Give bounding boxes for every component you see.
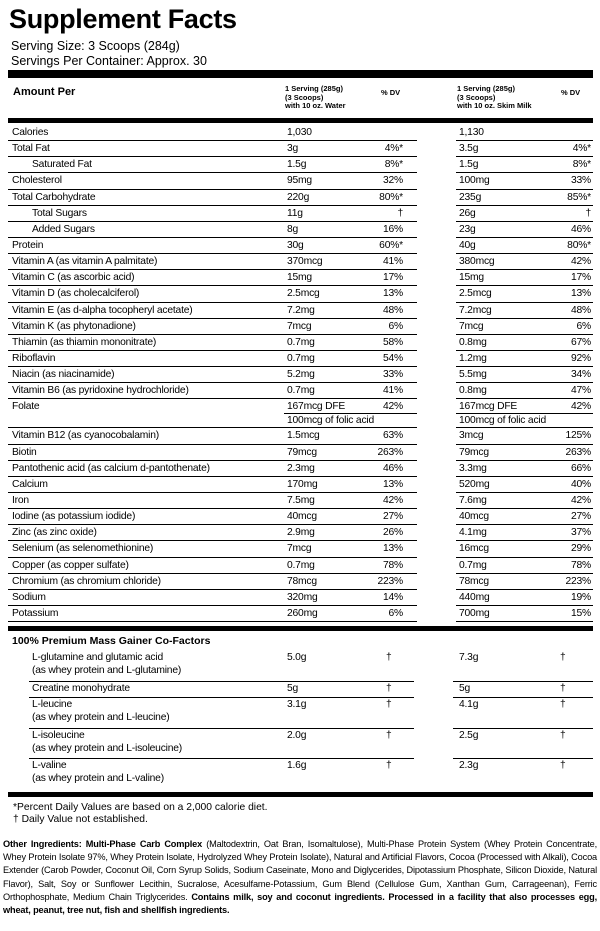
dv-water: 8%* [384,159,403,171]
row-divider [456,413,593,414]
nutrient-name: Vitamin A (as vitamin A palmitate) [12,256,158,268]
nutrient-name: Cholesterol [12,175,62,187]
column1-header-line: (3 Scoops) [285,92,324,102]
table-row [8,319,593,335]
top-bar-divider [8,70,593,78]
dv-water: 13% [382,478,403,490]
amount-water: 5g [287,683,299,694]
dv-milk: † [560,760,566,771]
amount-per-header: Amount Per [13,86,76,98]
dv-milk: 125% [565,430,591,442]
nutrient-name: Total Sugars [32,207,87,219]
amount-water: 7.2mg [287,304,315,316]
dv-water: † [386,760,392,771]
column1-header-line: with 10 oz. Water [285,101,346,110]
dv-milk: 4%* [572,143,591,155]
amount-water: 30g [287,239,304,251]
dv-water: 17% [382,272,403,284]
amount-water: 260mg [287,607,318,619]
cofactor-name-line: L-glutamine and glutamic acid [32,652,163,663]
nutrient-name: Zinc (as zinc oxide) [12,527,97,539]
table-row [8,206,593,222]
other-ingredients-text: (Maltodextrin, Oat Bran, Isomaltulose), Multi-Phase Protein System (Whey Protein Concentrate, Whey Protein Isolate 97%, Whey Protein Isolate, Hydrolyzed Whey Protein Isolate), Natural and Artificial Flavors, Cocoa (Processed with Alkali), Cocoa Extender (Carob Powder, Coconut Oil, Corn Syrup Solids, Sodium Caseinate, Mono and Diglycerides, Dipotassium Phosphate, Silicon Dioxide, Natural Flavor), Salt, Soy or Sunflower Lecithin, Sucralose, Acesulfame-Potassium, Gum Blend (Cellulose Gum, Xanthan Gum, Carrageenan), Ferric Orthophosphate, Medium Chain Triglycerides. [3,839,597,902]
amount-milk: 5g [459,683,471,694]
dv-water: 6% [388,607,403,619]
dv-water: 80%* [379,191,403,203]
amount-water: 40mcg [287,511,317,523]
nutrient-name: Pantothenic acid (as calcium d-pantothenate) [12,462,210,474]
servings-per-container: Servings Per Container: Approx. 30 [11,54,207,68]
cofactor-thick-bar [8,626,593,631]
dv-milk: 67% [570,336,591,348]
table-row [8,157,593,173]
table-row [8,558,593,574]
amount-milk: 1,130 [459,127,484,138]
amount-milk: 2.3g [459,760,479,771]
dv-milk: 15% [570,607,591,619]
amount-milk: 235g [459,191,482,203]
cofactor-source-line: (as whey protein and L-valine) [32,773,164,784]
dv-water: 42% [382,494,403,506]
dv-water: 27% [382,511,403,523]
amount-milk: 4.1g [459,699,479,710]
dv-milk: 42% [570,256,591,268]
cofactor-source-line: (as whey protein and L-isoleucine) [32,743,183,754]
table-row [8,525,593,541]
dv-water: 223% [377,575,403,587]
amount-water: 79mcg [287,446,317,458]
nutrient-rows [8,125,593,622]
nutrient-name: Potassium [12,607,59,619]
table-row [8,303,593,319]
table-row [8,238,593,254]
nutrient-name: Added Sugars [32,223,95,235]
amount-milk: 7.2mcg [459,304,492,316]
dv-milk: 223% [565,575,591,587]
dv-water: † [397,207,403,219]
column2-header [457,85,532,111]
panel-title: Supplement Facts [9,4,237,34]
dv-water: 41% [382,385,403,397]
amount-milk: 520mg [459,478,490,490]
nutrient-name: Riboflavin [12,352,56,364]
table-row [8,351,593,367]
table-row [8,477,593,493]
dv-milk: 29% [570,543,591,555]
other-ingredients-label: Other Ingredients: Multi-Phase Carb Complex [3,839,203,849]
table-row [8,509,593,525]
nutrient-name: Vitamin D (as cholecalciferol) [12,288,140,300]
amount-water: 0.7mg [287,336,315,348]
cofactor-name [32,651,181,677]
amount-milk: 3mcg [459,430,484,442]
footnote-dv: *Percent Daily Values are based on a 2,000 calorie diet. [13,802,268,813]
amount-milk: 0.7mg [459,559,487,571]
dv-milk: 8%* [572,159,591,171]
dv-water: 26% [382,527,403,539]
amount-milk: 0.8mg [459,385,487,397]
dv-milk: 37% [570,527,591,539]
amount-milk: 700mg [459,607,490,619]
amount-water: 170mg [287,478,318,490]
bottom-thick-bar [8,792,593,797]
nutrient-name: Vitamin K (as phytonadione) [12,320,136,332]
nutrient-name: Total Carbohydrate [12,191,96,203]
amount-milk: 3.3mg [459,462,487,474]
amount-water: 7.5mg [287,494,315,506]
nutrient-name: Total Fat [12,143,50,155]
dv-water: 48% [382,304,403,316]
folate-sub-water: 100mcg of folic acid [287,415,375,427]
amount-water: 1.5mcg [287,430,320,442]
dv-milk: 46% [570,223,591,235]
nutrient-name: Calcium [12,478,48,490]
amount-water: 15mg [287,272,312,284]
table-row [8,173,593,189]
table-row [8,590,593,606]
dv-milk: † [585,207,591,219]
dv-water: 41% [382,256,403,268]
cofactor-name [32,759,164,785]
nutrient-name: Copper (as copper sulfate) [12,559,129,571]
cofactor-name [32,698,169,724]
dv-water: 78% [382,559,403,571]
cofactor-row [8,682,593,698]
cofactor-source-line: (as whey protein and L-leucine) [32,712,170,723]
cofactor-row [8,651,593,682]
nutrient-name: Chromium (as chromium chloride) [12,575,161,587]
allergen-statement: Contains milk, soy and coconut ingredients. Processed in a facility that also processes egg, wheat, peanut, tree nut, fish and shellfish ingredients. [3,891,598,916]
dv-milk: † [560,730,566,741]
amount-water: 5.2mg [287,369,315,381]
table-row [8,383,593,399]
amount-milk: 78mcg [459,575,489,587]
footnotes [13,802,268,826]
table-row [8,461,593,477]
table-row [8,606,593,622]
amount-water: 0.7mg [287,385,315,397]
amount-water: 2.3mg [287,462,315,474]
column2-header-line: with 10 oz. Skim Milk [457,101,532,110]
dv-milk: 78% [570,559,591,571]
table-row [8,445,593,461]
dv-water: 60%* [379,239,403,251]
amount-milk: 15mg [459,272,484,284]
cofactor-name-line: L-valine [32,760,67,771]
serving-size: Serving Size: 3 Scoops (284g) [11,39,180,53]
table-row [8,574,593,590]
dv-water: † [386,683,392,694]
dv-water: 14% [382,591,403,603]
table-row [8,428,593,444]
row-divider [284,413,417,414]
header-thick-bar [8,118,593,123]
column2-dv-header: % DV [561,88,581,97]
nutrient-name: Biotin [12,446,37,458]
amount-water: 1.6g [287,760,307,771]
amount-water: 2.9mg [287,527,315,539]
amount-water: 0.7mg [287,559,315,571]
amount-milk: 26g [459,207,476,219]
dv-water: 16% [382,223,403,235]
column1-dv-header: % DV [381,88,401,97]
dv-milk: 48% [570,304,591,316]
row-divider [456,621,593,622]
folate-sub-milk: 100mcg of folic acid [459,415,547,427]
amount-water: 7mcg [287,320,312,332]
amount-milk: 3.5g [459,143,479,155]
amount-water: 2.5mcg [287,288,320,300]
amount-water: 220g [287,191,310,203]
amount-water: 95mg [287,175,312,187]
amount-milk: 7.3g [459,652,479,663]
nutrient-name: Selenium (as selenomethionine) [12,543,154,555]
dv-water: 42% [382,401,403,413]
dv-water: † [386,730,392,741]
supplement-facts-panel [5,4,593,825]
dv-milk: 19% [570,591,591,603]
dv-milk: 263% [565,446,591,458]
dv-milk: 42% [570,494,591,506]
nutrient-name: Saturated Fat [32,159,92,171]
table-row [8,399,593,428]
column1-header-line: 1 Serving (285g) [285,84,343,93]
amount-milk: 2.5g [459,730,479,741]
amount-water: 0.7mg [287,352,315,364]
dv-water: 58% [382,336,403,348]
table-row [8,335,593,351]
dv-water: † [386,699,392,710]
amount-milk: 167mcg DFE [459,401,518,413]
nutrient-name: Vitamin B6 (as pyridoxine hydrochloride) [12,385,189,397]
table-row [8,367,593,383]
amount-water: 2.0g [287,730,307,741]
dv-milk: 13% [570,288,591,300]
dv-water: 63% [382,430,403,442]
dv-water: † [386,652,392,663]
dv-milk: 66% [570,462,591,474]
table-row [8,493,593,509]
nutrient-name: Vitamin C (as ascorbic acid) [12,272,135,284]
amount-milk: 23g [459,223,476,235]
amount-water: 78mcg [287,575,317,587]
amount-milk: 1.5g [459,159,479,171]
dv-water: 4%* [384,143,403,155]
amount-milk: 40g [459,239,476,251]
dv-milk: 42% [570,401,591,413]
column1-header [285,85,346,111]
amount-milk: 7mcg [459,320,484,332]
amount-water: 5.0g [287,652,307,663]
nutrient-name: Folate [12,401,40,413]
nutrient-name: Niacin (as niacinamide) [12,369,115,381]
cofactor-name-line: L-isoleucine [32,730,85,741]
row-divider [8,621,417,622]
cofactor-name [32,682,130,695]
amount-milk: 7.6mg [459,494,487,506]
nutrient-name: Vitamin B12 (as cyanocobalamin) [12,430,159,442]
cofactor-name [32,729,182,755]
table-row [8,541,593,557]
amount-milk: 5.5mg [459,369,487,381]
dv-milk: † [560,652,566,663]
amount-water: 1,030 [287,127,312,138]
amount-water: 320mg [287,591,318,603]
amount-water: 8g [287,223,299,235]
dv-milk: † [560,699,566,710]
table-row [8,141,593,157]
amount-milk: 4.1mg [459,527,487,539]
dv-water: 6% [388,320,403,332]
amount-milk: 440mg [459,591,490,603]
dv-milk: 33% [570,175,591,187]
dv-milk: † [560,683,566,694]
cofactors-title: 100% Premium Mass Gainer Co-Factors [12,635,211,647]
table-row [8,190,593,206]
serving-info [11,39,207,69]
nutrient-name: Protein [12,239,44,251]
cofactor-row [8,729,593,759]
column2-header-line: (3 Scoops) [457,92,496,102]
amount-milk: 1.2mg [459,352,487,364]
column2-header-line: 1 Serving (285g) [457,84,515,93]
dv-milk: 85%* [567,191,591,203]
cofactor-name-line: L-leucine [32,699,72,710]
dv-water: 54% [382,352,403,364]
nutrient-name: Iodine (as potassium iodide) [12,511,136,523]
dv-milk: 92% [570,352,591,364]
table-row [8,254,593,270]
amount-water: 3.1g [287,699,307,710]
dv-milk: 34% [570,369,591,381]
amount-milk: 79mcg [459,446,489,458]
dv-milk: 47% [570,385,591,397]
footnote-dagger: † Daily Value not established. [13,814,148,825]
dv-milk: 40% [570,478,591,490]
nutrient-name: Calories [12,127,49,138]
dv-water: 33% [382,369,403,381]
nutrient-name: Thiamin (as thiamin mononitrate) [12,336,157,348]
table-row [8,270,593,286]
dv-milk: 17% [570,272,591,284]
cofactor-row [8,759,593,789]
nutrient-name: Sodium [12,591,46,603]
dv-milk: 6% [576,320,591,332]
amount-milk: 100mg [459,175,490,187]
amount-milk: 16mcg [459,543,489,555]
dv-water: 263% [377,446,403,458]
dv-water: 13% [382,288,403,300]
dv-water: 46% [382,462,403,474]
cofactor-name-line: Creatine monohydrate [32,683,130,694]
nutrient-name: Iron [12,494,29,506]
nutrient-name: Vitamin E (as d-alpha tocopheryl acetate) [12,304,193,316]
amount-water: 3g [287,143,299,155]
amount-milk: 0.8mg [459,336,487,348]
amount-water: 1.5g [287,159,307,171]
amount-water: 370mcg [287,256,323,268]
dv-milk: 27% [570,511,591,523]
cofactor-row [8,698,593,729]
table-row [8,222,593,238]
dv-water: 13% [382,543,403,555]
other-ingredients [3,838,597,917]
table-row [8,125,593,141]
amount-milk: 380mcg [459,256,495,268]
table-row [8,286,593,302]
amount-water: 11g [287,207,303,219]
amount-milk: 40mcg [459,511,489,523]
amount-water: 167mcg DFE [287,401,346,413]
cofactor-source-line: (as whey protein and L-glutamine) [32,665,182,676]
dv-milk: 80%* [567,239,591,251]
amount-milk: 2.5mcg [459,288,492,300]
dv-water: 32% [382,175,403,187]
amount-water: 7mcg [287,543,312,555]
